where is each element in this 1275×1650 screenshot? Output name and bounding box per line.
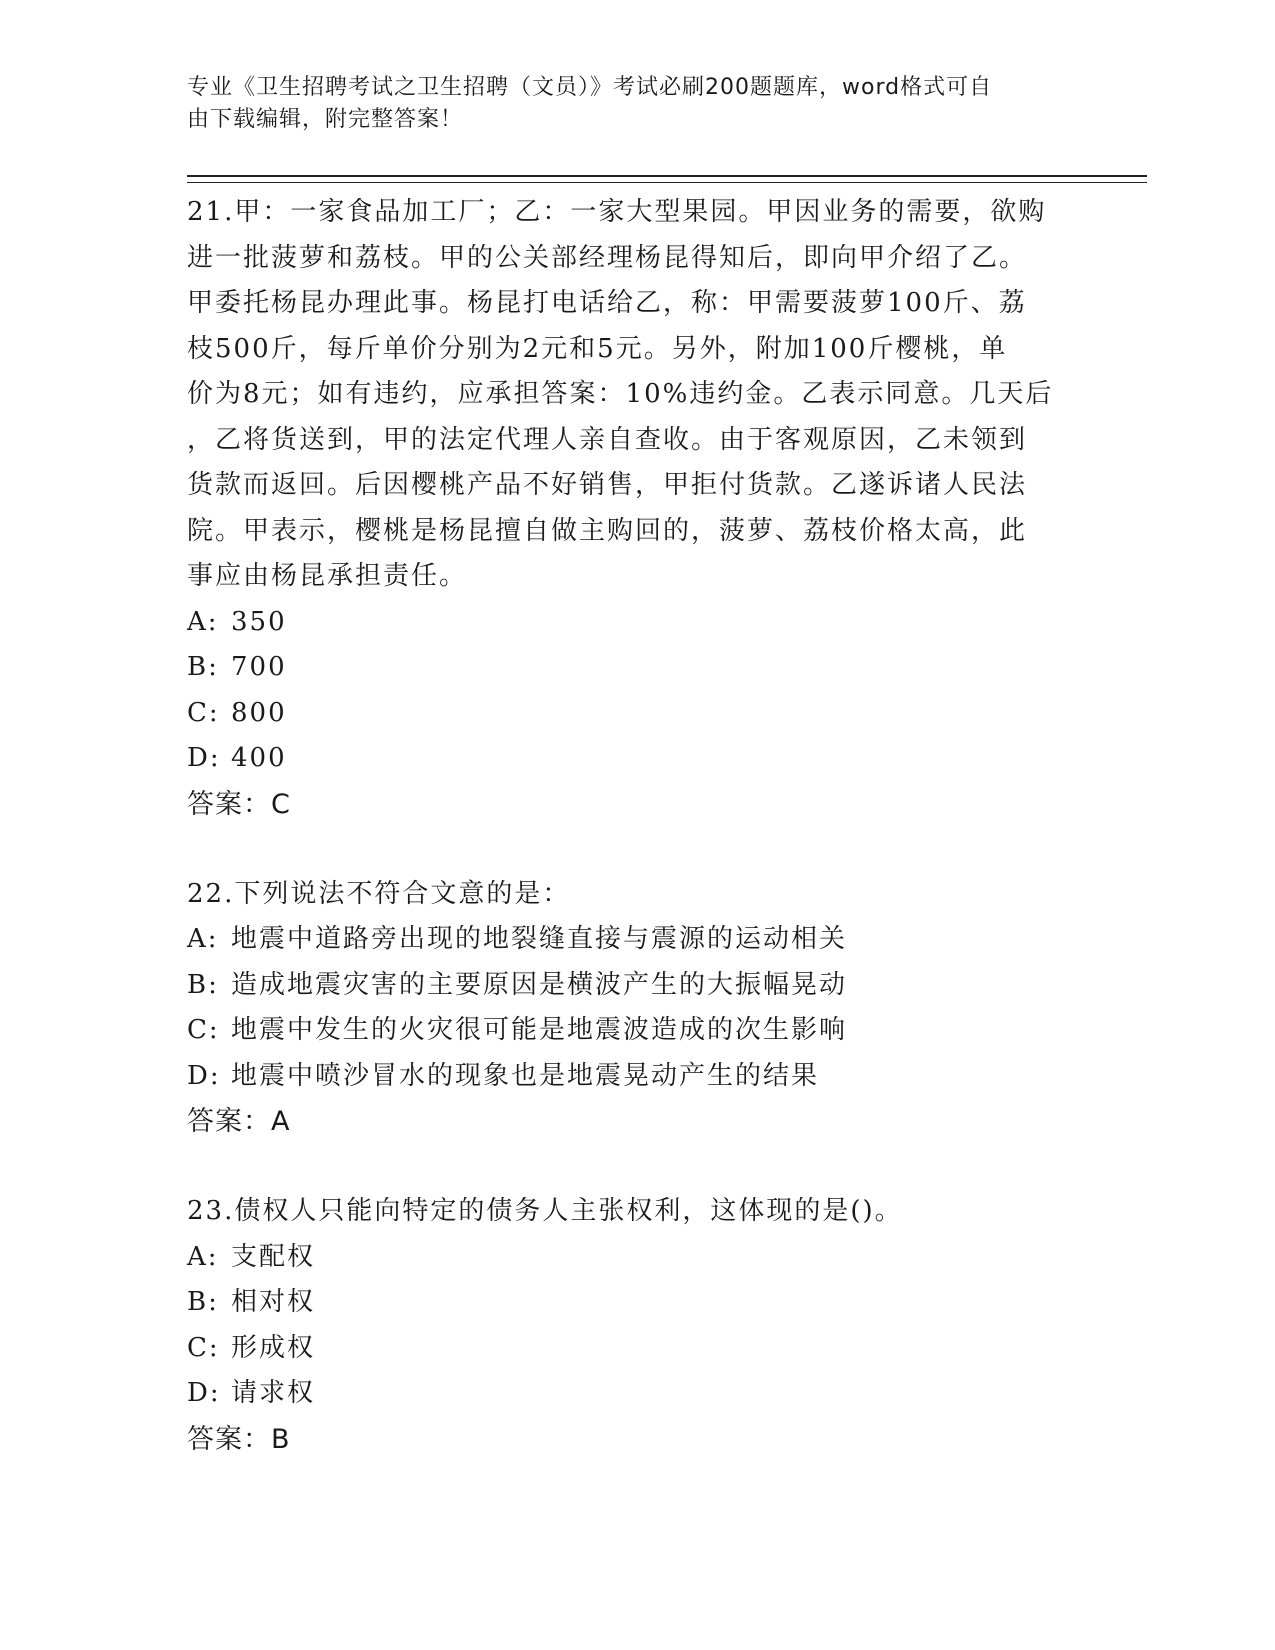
stem-line: 甲委托杨昆办理此事。杨昆打电话给乙，称：甲需要菠萝100斤、荔 xyxy=(187,288,1027,318)
stem-line: 进一批菠萝和荔枝。甲的公关部经理杨昆得知后，即向甲介绍了乙。 xyxy=(187,242,1028,273)
option-letter: B: xyxy=(187,969,219,1000)
option-text: 400 xyxy=(231,743,287,773)
option-letter: D: xyxy=(187,1378,221,1408)
option-text: 请求权 xyxy=(231,1378,316,1408)
stem-line: 事应由杨昆承担责任。 xyxy=(187,561,468,591)
option-a xyxy=(187,1235,1087,1281)
option-a xyxy=(187,917,1087,963)
question-stem xyxy=(187,190,1087,600)
option-text: 相对权 xyxy=(231,1287,316,1317)
option-text: 造成地震灾害的主要原因是横波产生的大振幅晃动 xyxy=(231,969,848,1000)
option-b xyxy=(187,1280,1087,1326)
option-text: 700 xyxy=(231,652,287,682)
answer-line: 答案：C xyxy=(187,788,291,820)
option-text: 形成权 xyxy=(231,1332,316,1363)
option-letter: B: xyxy=(187,1287,219,1317)
option-text: 地震中喷沙冒水的现象也是地震晃动产生的结果 xyxy=(231,1060,820,1091)
option-d xyxy=(187,1371,1087,1417)
option-text: 地震中道路旁出现的地裂缝直接与震源的运动相关 xyxy=(231,924,848,954)
option-c xyxy=(187,691,1087,737)
question-23 xyxy=(187,1189,1087,1462)
answer-line: 答案：A xyxy=(187,1106,291,1137)
header-divider-thin xyxy=(187,182,1147,183)
option-letter: D: xyxy=(187,743,221,773)
stem-line: 枝500斤，每斤单价分别为2元和5元。另外，附加100斤樱桃，单 xyxy=(187,333,1008,364)
option-letter: A: xyxy=(187,1241,219,1272)
option-c xyxy=(187,1008,1087,1054)
stem-line: 22.下列说法不符合文意的是： xyxy=(187,878,571,909)
option-a xyxy=(187,600,1087,646)
question-list xyxy=(187,190,1087,1462)
question-stem xyxy=(187,1189,1087,1235)
option-text: 800 xyxy=(231,697,287,728)
option-d xyxy=(187,736,1087,782)
answer-line: 答案：B xyxy=(187,1423,291,1455)
option-c xyxy=(187,1326,1087,1372)
stem-line: 23.债权人只能向特定的债务人主张权利，这体现的是()。 xyxy=(187,1196,903,1226)
option-text: 地震中发生的火灾很可能是地震波造成的次生影响 xyxy=(231,1015,848,1045)
question-spacer xyxy=(187,827,1087,872)
option-letter: A: xyxy=(187,924,219,954)
option-letter: C: xyxy=(187,697,220,728)
option-letter: D: xyxy=(187,1060,221,1091)
stem-line: 货款而返回。后因樱桃产品不好销售，甲拒付货款。乙遂诉诸人民法 xyxy=(187,470,1028,500)
header-line-2: 由下载编辑，附完整答案！ xyxy=(187,107,464,132)
option-d xyxy=(187,1054,1087,1100)
header-divider-thick xyxy=(187,175,1147,177)
question-21 xyxy=(187,190,1087,827)
option-letter: B: xyxy=(187,652,219,682)
question-spacer xyxy=(187,1144,1087,1189)
stem-line: 21.甲：一家食品加工厂；乙：一家大型果园。甲因业务的需要，欲购 xyxy=(187,197,1047,227)
stem-line: 价为8元；如有违约，应承担答案：10%违约金。乙表示同意。几天后 xyxy=(187,379,1054,409)
stem-line: ，乙将货送到，甲的法定代理人亲自查收。由于客观原因，乙未领到 xyxy=(187,424,1028,455)
option-b xyxy=(187,963,1087,1009)
header-line-1: 专业《卫生招聘考试之卫生招聘（文员）》考试必刷200题题库，word格式可自 xyxy=(187,75,993,100)
option-letter: A: xyxy=(187,606,219,637)
option-letter: C: xyxy=(187,1332,220,1363)
option-letter: C: xyxy=(187,1015,220,1045)
option-text: 350 xyxy=(231,606,287,637)
option-b xyxy=(187,645,1087,691)
option-text: 支配权 xyxy=(231,1241,316,1272)
question-stem xyxy=(187,872,1087,918)
document-header xyxy=(187,72,1087,136)
stem-line: 院。甲表示，樱桃是杨昆擅自做主购回的，菠萝、荔枝价格太高，此 xyxy=(187,515,1028,546)
question-22 xyxy=(187,872,1087,1145)
